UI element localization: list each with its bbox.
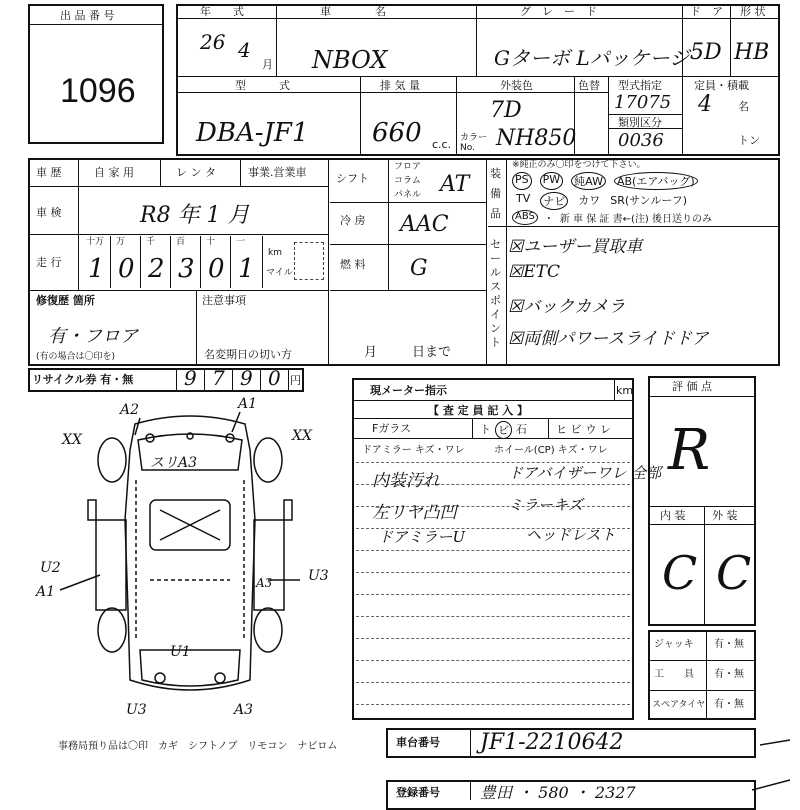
equip-warranty: 新 車 保 証 書←(注) 後日送りのみ xyxy=(559,214,712,225)
fuel-hw: G xyxy=(410,256,428,281)
mileage-digit: 3 xyxy=(178,254,195,284)
exterior-label: 外 装 xyxy=(712,509,738,522)
sales-point-1: ☒ユーザー買取車 xyxy=(508,237,643,257)
equip-aw: 純AW xyxy=(571,172,606,190)
equip-pw: PW xyxy=(540,172,564,190)
displacement-label: 排 気 量 xyxy=(380,79,420,92)
inspector-line-3b: ヘッドレスト xyxy=(526,526,616,544)
exterior-grade-hw: C xyxy=(716,546,752,600)
chip-bi: ビ xyxy=(495,421,512,439)
acc-jack-label: ジャッキ xyxy=(654,639,694,650)
type-spec-label: 型式指定 xyxy=(618,79,662,92)
history-business: 事業.営業車 xyxy=(248,166,307,179)
shift-floor: フロア xyxy=(394,162,422,172)
mileage-digit: 0 xyxy=(208,254,225,284)
acc-tool-value: 有・無 xyxy=(714,669,744,680)
equip-navi: ナビ xyxy=(540,192,568,210)
equipment-label: 装 備 品 xyxy=(490,167,501,220)
month-unit: 月 xyxy=(262,58,273,71)
grade-hw: Gターボ Lパッケージ xyxy=(494,46,690,70)
door-hw: 5D xyxy=(690,40,722,65)
type-spec-hw: 17075 xyxy=(614,92,672,113)
chassis-hw: JF1-2210642 xyxy=(480,730,624,755)
repair-label: 修復歴 箇所 xyxy=(36,294,95,307)
mileage-digit-label: 万 xyxy=(116,237,126,247)
lot-label: 出 品 番 号 xyxy=(60,9,115,22)
mileage-digit-label: 十 xyxy=(206,237,216,247)
acc-jack-value: 有・無 xyxy=(714,639,744,650)
equipment-row2 xyxy=(516,192,687,210)
mileage-digit-label: 一 xyxy=(236,237,246,247)
persons-unit: 名 xyxy=(738,100,749,113)
fuel-label: 燃 料 xyxy=(340,258,366,271)
sales-point-3: ☒バックカメラ xyxy=(508,297,626,317)
mileage-digit: 2 xyxy=(148,254,165,284)
crack-options xyxy=(556,421,611,437)
equip-dot: ・ xyxy=(543,214,554,225)
grade-label: グ レ ー ド xyxy=(520,5,597,18)
inspection-label: 車 検 xyxy=(36,206,62,219)
recycle-label: リサイクル券 有・無 xyxy=(32,373,134,386)
mark-a3-bottom: A3 xyxy=(234,702,254,718)
recycle-digit: 0 xyxy=(268,366,281,390)
history-label: 車 歴 xyxy=(36,166,62,179)
recycle-yen: 円 xyxy=(290,374,301,387)
mileage-digit-label: 十万 xyxy=(86,237,105,247)
registration-label: 登録番号 xyxy=(396,786,440,799)
crack-hibi: ヒ ビ xyxy=(556,423,582,436)
equip-kawa: カワ xyxy=(578,194,601,207)
meter-label: 現メーター指示 xyxy=(370,384,447,397)
equipment-note: ※純正のみ〇印をつけて下さい。 xyxy=(512,160,646,170)
meter-change-label: 名変期日の切い方 xyxy=(204,348,292,361)
equip-ps: PS xyxy=(512,172,532,190)
meter-unit: km xyxy=(616,384,634,397)
mileage-digit: 0 xyxy=(118,254,135,284)
acc-spare-label: スペアタイヤ xyxy=(652,700,706,710)
displacement-hw: 660 xyxy=(372,118,422,148)
recycle-digit: 9 xyxy=(240,366,253,390)
inspection-hw: R8 年 1 月 xyxy=(140,203,250,228)
mark-a1-left: A1 xyxy=(36,584,56,600)
inspector-line-1a: 内装汚れ xyxy=(372,471,440,491)
inspector-line-1b: ドアバイザーワレ 全部 xyxy=(508,464,662,482)
chassis-label: 車台番号 xyxy=(396,736,440,749)
lot-number: 1096 xyxy=(60,72,136,110)
history-own: 自 家 用 xyxy=(94,166,134,179)
shift-panel: パネル xyxy=(394,190,422,200)
shift-column: コラム xyxy=(394,176,421,186)
mark-a2: A2 xyxy=(120,402,140,418)
mark-xx-left: XX xyxy=(62,432,82,448)
capacity-hw: 4 xyxy=(698,92,712,117)
mark-u3-bottom: U3 xyxy=(126,702,147,718)
mark-a3-side: A3 xyxy=(256,576,273,590)
grade-eval-hw: R xyxy=(668,418,711,483)
mileage-digit-label: 千 xyxy=(146,237,156,247)
model-label: 型 式 xyxy=(235,79,290,92)
equipment-row3 xyxy=(512,210,712,225)
wheel-label: ホイール(CP) キズ・ワレ xyxy=(494,445,608,456)
year-hw: 26 xyxy=(200,30,226,54)
shift-hw: AT xyxy=(440,172,470,197)
exterior-color-hw: 7D xyxy=(490,98,522,123)
interior-label: 内 装 xyxy=(660,509,686,522)
equip-abs: ABS xyxy=(512,210,538,225)
shift-label: シフト xyxy=(336,172,369,185)
mark-u1: U1 xyxy=(170,644,191,660)
chip-options xyxy=(480,421,527,439)
door-label: ド ア xyxy=(690,5,723,18)
registration-hw: 豊田 ・ 580 ・ 2327 xyxy=(480,783,636,802)
door-mirror-label: ドアミラー キズ・ワレ xyxy=(362,445,465,456)
category-label: 類別区分 xyxy=(618,116,662,129)
equip-tv: TV xyxy=(516,192,531,205)
mileage-digit-label: 百 xyxy=(176,237,186,247)
car-name-label: 車 名 xyxy=(320,5,386,18)
mile-label: マイル xyxy=(266,268,293,278)
chip-ishi: 石 xyxy=(516,423,527,436)
color-no-label: カラー No. xyxy=(460,133,488,153)
notes-label: 注意事項 xyxy=(202,294,246,307)
color-no-hw: NH850 xyxy=(496,126,577,151)
sales-point-2: ☒ETC xyxy=(508,262,560,282)
mark-u3-right: U3 xyxy=(308,568,329,584)
sales-point-4: ☒両側パワースライドドア xyxy=(508,329,709,349)
notes-month: 月 xyxy=(364,345,378,360)
chip-to: ト xyxy=(480,423,491,436)
km-label: km xyxy=(268,248,282,258)
repair-hw: 有・フロア xyxy=(48,326,138,347)
year-label: 年 式 xyxy=(200,5,244,18)
capacity-label: 定員・積載 xyxy=(694,79,749,92)
mileage-label: 走 行 xyxy=(36,256,62,269)
mileage-digit: 1 xyxy=(238,254,255,284)
mark-xx-right: XX xyxy=(292,428,312,444)
inspector-line-3a: ドアミラーU xyxy=(378,528,466,546)
grade-eval-label: 評 価 点 xyxy=(672,380,712,393)
category-hw: 0036 xyxy=(618,130,664,151)
model-hw: DBA-JF1 xyxy=(196,118,309,148)
repair-note: (有の場合は〇印を) xyxy=(36,352,116,362)
cc-unit: c.c. xyxy=(432,138,452,151)
crack-ware: ウ レ xyxy=(585,423,611,436)
ac-label: 冷 房 xyxy=(340,214,366,227)
inspector-line-2a: 左リヤ凸凹 xyxy=(372,503,457,523)
recycle-digit: 7 xyxy=(212,366,225,390)
notes-day: 日まで xyxy=(412,345,452,360)
history-rental: レ ン タ xyxy=(176,166,216,179)
recycle-digit: 9 xyxy=(184,366,197,390)
f-glass-label: Fガラス xyxy=(372,422,411,435)
shape-hw: HB xyxy=(734,40,770,65)
inspector-line-2b: ミラーキズ xyxy=(508,496,583,514)
acc-tool-label: 工 具 xyxy=(654,669,694,680)
acc-spare-value: 有・無 xyxy=(714,699,744,710)
ton-unit: トン xyxy=(738,134,760,147)
mark-suri-a3: スリA3 xyxy=(150,455,198,471)
mileage-digit: 1 xyxy=(88,254,105,284)
color-change-label: 色替 xyxy=(578,79,600,92)
inspector-title: 【 査 定 員 記 入 】 xyxy=(428,404,528,417)
equip-sr: SR(サンルーフ) xyxy=(610,194,688,207)
equip-ab: AB(エアバッグ) xyxy=(614,172,698,190)
shape-label: 形 状 xyxy=(740,5,766,18)
car-name-hw: NBOX xyxy=(312,46,388,74)
mark-a1-top: A1 xyxy=(238,396,258,412)
office-note: 事務局預り品は〇印 カギ シフトノブ リモコン ナビロム xyxy=(58,741,338,752)
ac-hw: AAC xyxy=(400,212,449,237)
month-hw: 4 xyxy=(238,38,251,62)
interior-grade-hw: C xyxy=(662,546,698,600)
mark-u2: U2 xyxy=(40,560,61,576)
equipment-row1 xyxy=(512,172,698,190)
sales-points-label: セールスポイント xyxy=(490,238,501,349)
exterior-color-label: 外装色 xyxy=(500,79,533,92)
mileage-unit-box xyxy=(294,242,324,280)
